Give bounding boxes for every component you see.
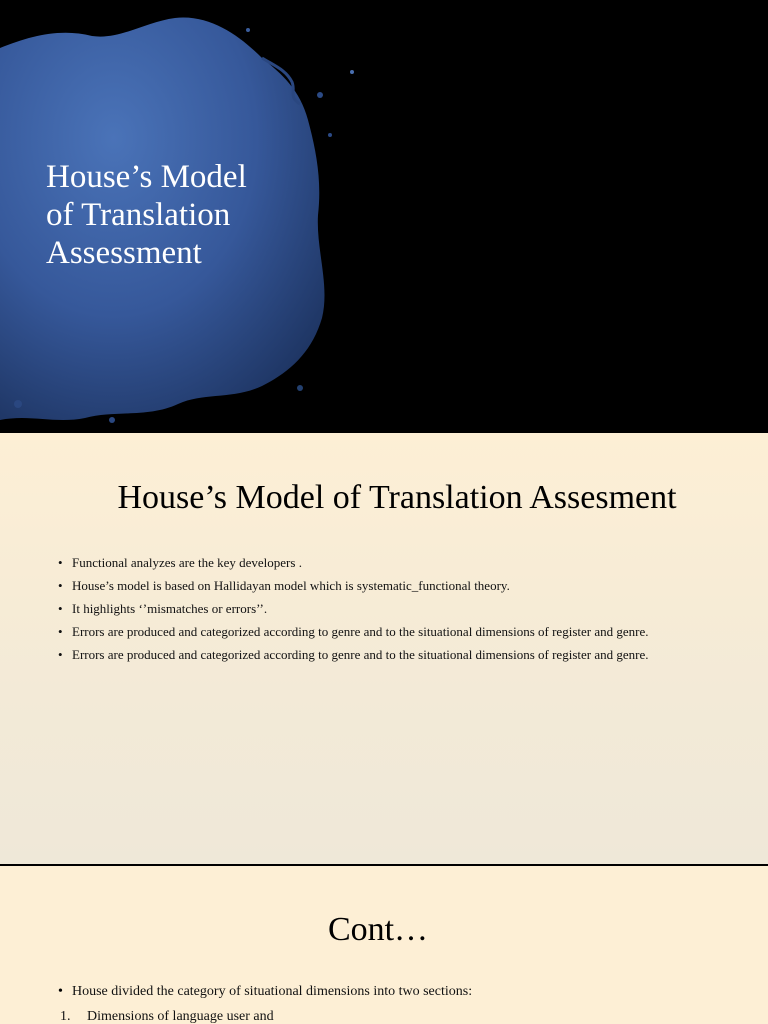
slide-title — [0, 479, 768, 517]
bullet-item: • Errors are produced and categorized according to genre and to the situational dimensions of register and genre. — [58, 624, 709, 640]
title-line-1: House’s Model — [46, 159, 247, 195]
numbered-item-text: Dimensions of language user and — [87, 1009, 274, 1024]
bullet-item: • House’s model is based on Hallidayan model which is systematic_functional theory. — [58, 578, 709, 594]
slide-title-text: Cont… — [327, 911, 429, 948]
bullet-item: House divided the category of situational dimensions into two sections: — [72, 984, 473, 999]
title-slide-heading — [46, 158, 306, 272]
slide-title-text: House’s Model of Translation Assesment — [117, 479, 677, 516]
bullet-item: • Functional analyzes are the key developers . — [58, 555, 709, 571]
bullet-item: • Errors are produced and categorized according to genre and to the situational dimensions of register and genre. — [58, 647, 709, 663]
bullet-item: • It highlights ‘’mismatches or errors’’. — [58, 601, 709, 617]
bullet-marker: • — [58, 984, 63, 999]
continuation-slide — [0, 866, 768, 1024]
title-line-2: of Translation — [46, 197, 231, 233]
bullet-list — [58, 555, 709, 670]
slide-title — [0, 911, 768, 949]
numbered-item — [60, 1009, 274, 1024]
numbered-marker: 1. — [60, 1009, 71, 1024]
title-slide — [0, 0, 768, 432]
title-line-3: Assessment — [46, 235, 202, 271]
content-slide — [0, 433, 768, 864]
